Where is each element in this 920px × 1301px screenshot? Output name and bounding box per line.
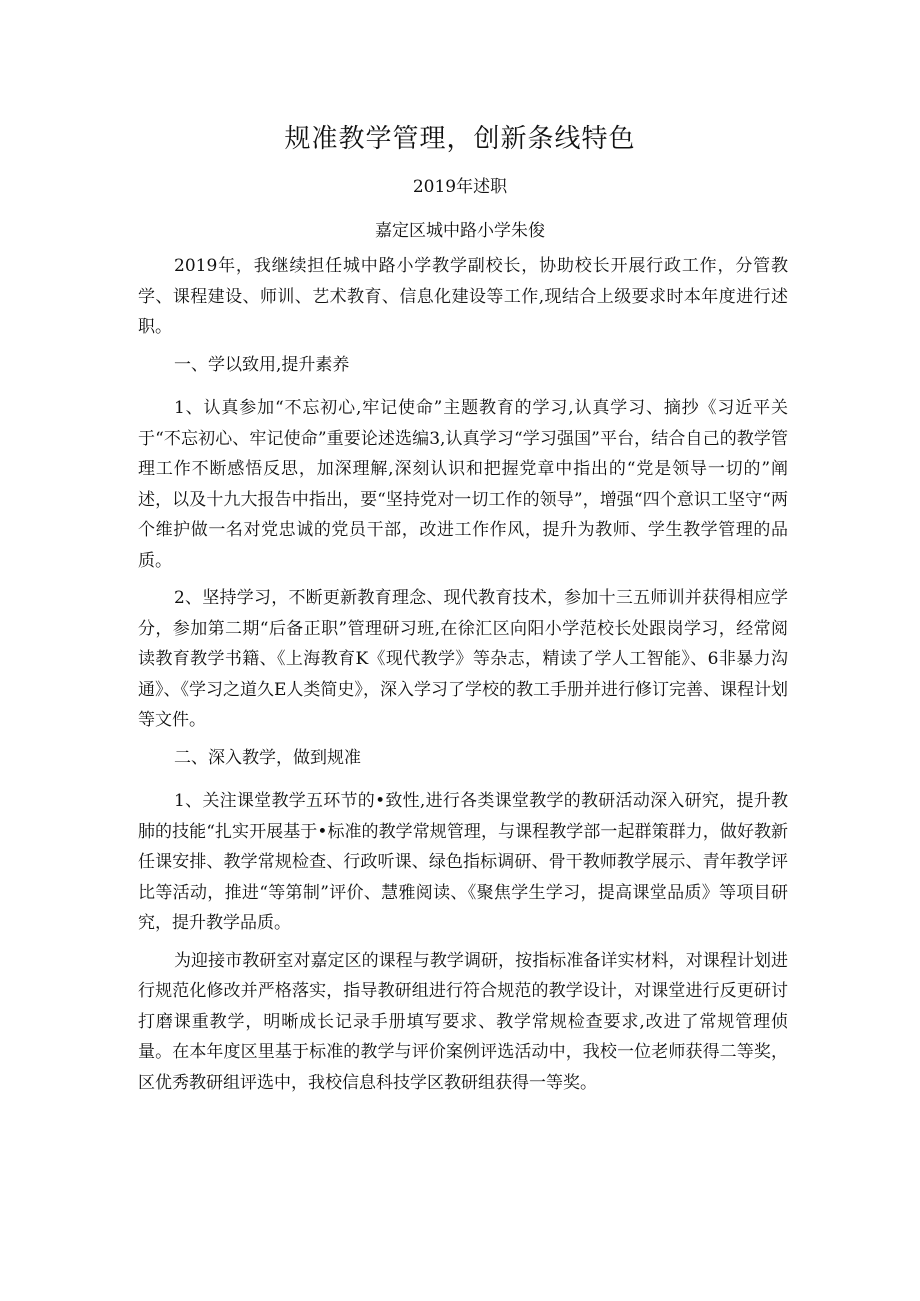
document-subtitle: 2019年述职 bbox=[412, 177, 508, 197]
paragraph-2-2: 为迎接市教研室对嘉定区的课程与教学调研，按指标准备详实材料，对课程计划进行规范化修改并严格落实，指导教研组进行符合规范的教学设计，对课堂进行反更研讨打磨课重教学，明晰成长记录手册填写要求、教学常规检查要求,改进了常规管理侦量。在本年度区里基于标准的教学与评价案例评选活动中，我校一位老师获得二等奖，区优秀教研组评选中，我校信息科技学区教研组获得一等奖。 bbox=[138, 950, 788, 1093]
paragraph-2-1: 1、关注课堂教学五环节的•致性,进行各类课堂教学的教研活动深入研究，提升教肺的技能“扎实开展基于•标准的教学常规管理，与课程教学部一起群策群力，做好教新任课安排、教学常规检查、行政听课、绿色指标调研、骨干教师教学展示、青年教学评比等活动，推进“等第制”评价、慧雅阅读、《聚焦学生学习，提高课堂品质》等项目研究，提升教学品质。 bbox=[138, 791, 788, 933]
paragraph-1-1: 1、认真参加“不忘初心,牢记使命”主题教育的学习,认真学习、摘抄《习近平关于“不忘初心、牢记使命”重要论述选编3,认真学习“学习强国”平台，结合自己的教学管理工作不断感悟反思，加深理解,深刻认识和把握党章中指出的“党是领导一切的”阐述，以及十九大报告中指出，要“坚持党对一切工作的领导”，增强“四个意识工坚守“两个维护做一名对党忠诚的党员干部，改进工作作风，提升为教师、学生教学管理的品质。 bbox=[138, 398, 788, 571]
section-heading-2: 二、深入教学，做到规准 bbox=[174, 747, 361, 768]
document-body bbox=[138, 251, 788, 1105]
document-author: 嘉定区城中路小学朱俊 bbox=[375, 221, 545, 241]
document-title: 规准教学管理，创新条线特色 bbox=[284, 124, 636, 154]
paragraph-1-2: 2、坚持学习，不断更新教育理念、现代教育技术，参加十三五师训并获得相应学分，参加第二期“后备正职”管理研习班,在徐汇区向阳小学范校长处跟岗学习，经常阅读教育教学书籍、《上海教育K《现代教学》等杂志，精读了学人工智能》、6非暴力沟通》、《学习之道久E人类简史》，深入学习了学校的教工手册并进行修订完善、课程计划等文件。 bbox=[138, 588, 788, 730]
section-heading-1: 一、学以致用,提升素养 bbox=[174, 354, 350, 375]
paragraph-intro: 2019年，我继续担任城中路小学教学副校长，协助校长开展行政工作，分管教学、课程建设、师训、艺术教育、信息化建设等工作,现结合上级要求时本年度进行述职。 bbox=[138, 256, 788, 337]
